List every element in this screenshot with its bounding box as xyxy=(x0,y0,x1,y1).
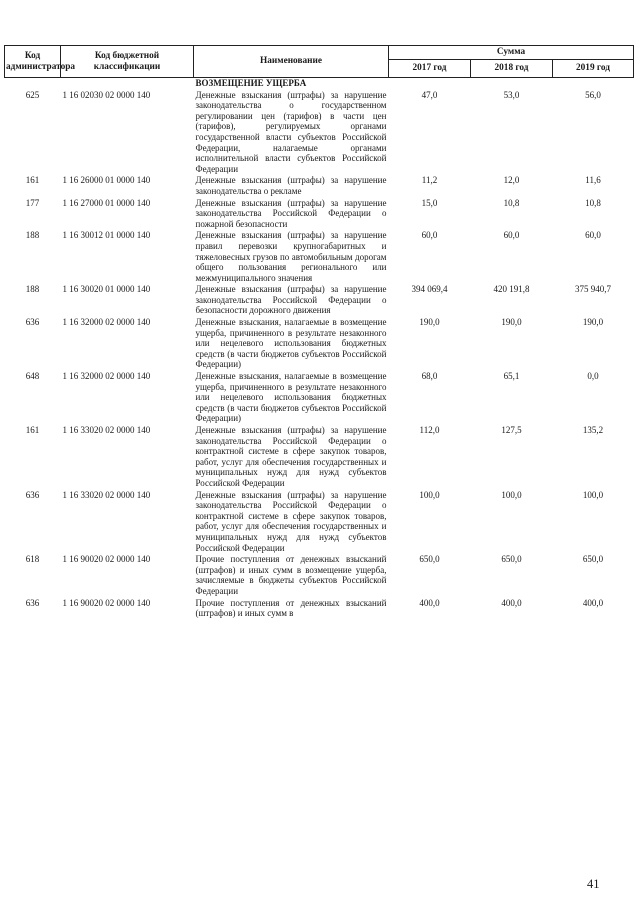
table-row xyxy=(5,370,634,424)
name-cell: Денежные взыскания (штрафы) за нарушение законодательства Российской Федерации о пожарной безопасности xyxy=(195,197,387,229)
budget-code-cell: 1 16 26000 01 0000 140 xyxy=(62,175,151,186)
name-cell: Денежные взыскания (штрафы) за нарушение законодательства Российской Федерации о контрактной системе в сфере закупок товаров, работ, услуг для обеспечения государственных и муниципальных нужд для нужд субъектов Российской Федерации xyxy=(195,489,387,553)
value-2019-cell: 100,0 xyxy=(582,489,604,500)
value-2019-cell: 60,0 xyxy=(585,230,601,241)
value-2017-cell: 68,0 xyxy=(421,371,438,382)
revenue-table xyxy=(4,45,634,619)
value-2018-cell: 53,0 xyxy=(503,89,520,100)
value-2017-cell: 100,0 xyxy=(419,489,440,500)
value-2019-cell: 135,2 xyxy=(582,425,604,435)
value-2017-cell: 15,0 xyxy=(421,197,438,208)
table-row xyxy=(5,174,634,196)
admin-code-cell: 636 xyxy=(25,597,40,608)
value-2017-cell: 190,0 xyxy=(419,317,440,328)
value-2019-cell: 650,0 xyxy=(582,554,604,565)
admin-code-cell: 188 xyxy=(25,230,40,241)
value-2019-cell: 400,0 xyxy=(582,597,604,608)
header-name: Наименование xyxy=(194,46,389,78)
admin-code-cell: 625 xyxy=(25,89,40,100)
value-2017-cell: 650,0 xyxy=(419,554,440,565)
value-2018-cell: 127,5 xyxy=(501,425,522,435)
table-row xyxy=(5,89,634,175)
admin-code-cell: 161 xyxy=(25,175,40,186)
value-2019-cell: 0,0 xyxy=(587,371,599,382)
budget-code-cell: 1 16 90020 02 0000 140 xyxy=(62,554,151,565)
budget-code-cell: 1 16 33020 02 0000 140 xyxy=(62,489,151,500)
header-year-2019: 2019 год xyxy=(553,60,634,78)
table-row xyxy=(5,316,634,370)
value-2017-cell: 400,0 xyxy=(419,597,440,608)
table-row xyxy=(5,597,634,619)
admin-code-cell: 618 xyxy=(25,554,40,565)
value-2019-cell: 10,8 xyxy=(585,197,601,208)
table-row xyxy=(5,553,634,596)
header-sum: Сумма xyxy=(389,46,634,60)
section-title: ВОЗМЕЩЕНИЕ УЩЕРБА xyxy=(195,78,307,88)
value-2018-cell: 10,8 xyxy=(503,197,520,208)
table-row xyxy=(5,229,634,283)
table-row xyxy=(5,283,634,316)
admin-code-cell: 636 xyxy=(25,489,40,500)
header-budget-code: Код бюджетной классификации xyxy=(61,46,194,78)
budget-code-cell: 1 16 32000 02 0000 140 xyxy=(62,317,151,328)
name-cell: Денежные взыскания (штрафы) за нарушение законодательства о рекламе xyxy=(195,175,387,196)
name-cell: Прочие поступления от денежных взысканий (штрафов) и иных сумм в возмещение ущерба, зачисляемые в бюджеты субъектов Российской Федерации xyxy=(195,554,387,596)
value-2017-cell: 112,0 xyxy=(419,425,440,435)
page-number: 41 xyxy=(587,877,600,891)
header-year-2018: 2018 год xyxy=(471,60,553,78)
budget-code-cell: 1 16 33020 02 0000 140 xyxy=(62,425,151,435)
name-cell: Денежные взыскания, налагаемые в возмещение ущерба, причиненного в результате незаконного или нецелевого использования бюджетных средств (в части бюджетов субъектов Российской Федерации) xyxy=(195,317,387,370)
value-2018-cell: 420 191,8 xyxy=(493,284,530,295)
admin-code-cell: 188 xyxy=(25,284,40,295)
value-2018-cell: 60,0 xyxy=(503,230,520,241)
name-cell: Денежные взыскания, налагаемые в возмещение ущерба, причиненного в результате незаконного или нецелевого использования бюджетных средств (в части бюджетов субъектов Российской Федерации) xyxy=(195,371,387,424)
value-2017-cell: 394 069,4 xyxy=(411,284,448,295)
name-cell: Денежные взыскания (штрафы) за нарушение законодательства о государственном регулировании цен (тарифов) в части цен (тарифов), регулируемых органами государственной власти субъектов Российской Федерации, налагаемые органами исполнительной власти субъектов Российской Федерации xyxy=(195,89,387,174)
name-cell: Прочие поступления от денежных взысканий (штрафов) и иных сумм в xyxy=(195,597,387,619)
value-2018-cell: 190,0 xyxy=(501,317,522,328)
header-admin-code: Код администратора xyxy=(5,46,61,78)
table-row xyxy=(5,197,634,230)
name-cell: Денежные взыскания (штрафы) за нарушение законодательства Российской Федерации о контрактной системе в сфере закупок товаров, работ, услуг для обеспечения государственных и муниципальных нужд для нужд субъектов Российской Федерации xyxy=(195,425,387,488)
value-2018-cell: 650,0 xyxy=(501,554,522,565)
name-cell: Денежные взыскания (штрафы) за нарушение правил перевозки крупногабаритных и тяжеловесных грузов по автомобильным дорогам общего пользования регионального или межмуниципального значения xyxy=(195,230,387,283)
value-2018-cell: 100,0 xyxy=(501,489,522,500)
admin-code-cell: 636 xyxy=(25,317,40,328)
budget-code-cell: 1 16 02030 02 0000 140 xyxy=(62,89,151,100)
value-2019-cell: 11,6 xyxy=(585,175,601,186)
name-cell: Денежные взыскания (штрафы) за нарушение законодательства Российской Федерации о безопасности дорожного движения xyxy=(195,284,387,316)
header-year-2017: 2017 год xyxy=(389,60,471,78)
value-2019-cell: 375 940,7 xyxy=(575,284,611,295)
admin-code-cell: 161 xyxy=(25,425,40,435)
table-row xyxy=(5,424,634,489)
budget-code-cell: 1 16 32000 02 0000 140 xyxy=(62,371,151,382)
budget-code-cell: 1 16 90020 02 0000 140 xyxy=(62,597,151,608)
admin-code-cell: 177 xyxy=(25,197,40,208)
budget-code-cell: 1 16 27000 01 0000 140 xyxy=(62,197,151,208)
value-2017-cell: 60,0 xyxy=(421,230,438,241)
budget-code-cell: 1 16 30012 01 0000 140 xyxy=(62,230,151,241)
value-2017-cell: 47,0 xyxy=(421,89,438,100)
value-2018-cell: 65,1 xyxy=(503,371,520,382)
section-row xyxy=(5,78,634,89)
admin-code-cell: 648 xyxy=(25,371,40,382)
value-2019-cell: 190,0 xyxy=(582,317,604,328)
value-2019-cell: 56,0 xyxy=(585,89,601,100)
table-row xyxy=(5,489,634,554)
budget-code-cell: 1 16 30020 01 0000 140 xyxy=(62,284,151,295)
value-2017-cell: 11,2 xyxy=(421,175,438,186)
value-2018-cell: 12,0 xyxy=(503,175,520,186)
value-2018-cell: 400,0 xyxy=(501,597,522,608)
